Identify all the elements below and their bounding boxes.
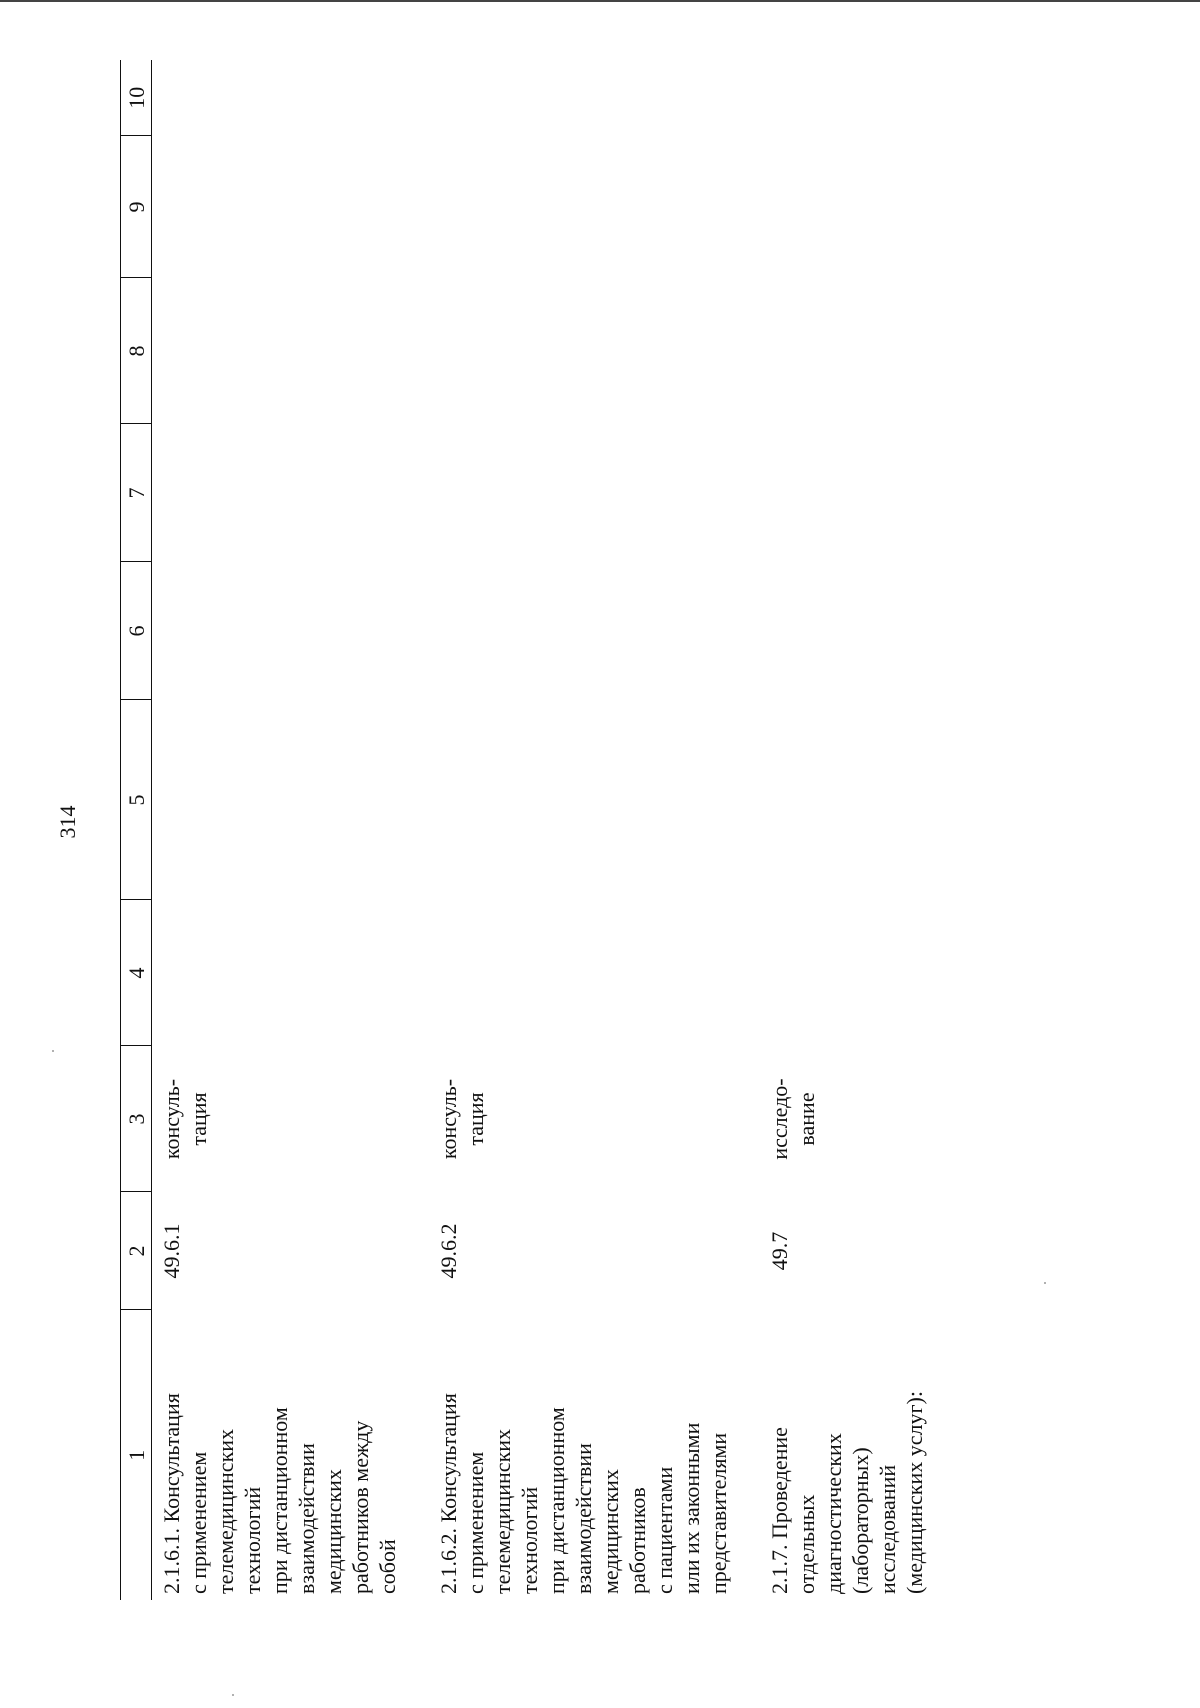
name-line: (лабораторных) <box>848 1447 873 1594</box>
name-line: 2.1.7. Проведение <box>767 1427 792 1594</box>
name-line: взаимодействии <box>571 1443 596 1594</box>
empty-cell <box>760 700 956 900</box>
name-line: технологий <box>240 1486 265 1594</box>
name-line: с применением <box>186 1451 211 1594</box>
empty-cell <box>760 900 956 1046</box>
column-header: 8 <box>121 278 152 424</box>
empty-cell <box>429 562 760 700</box>
scan-speck <box>232 1694 234 1696</box>
empty-cell <box>429 60 760 136</box>
row-unit-cell <box>429 1046 760 1192</box>
unit-line: тация <box>186 1092 211 1146</box>
row-name-cell <box>429 1310 760 1600</box>
unit-line: вание <box>794 1092 819 1146</box>
empty-cell <box>760 136 956 278</box>
name-line: медицинских <box>321 1469 346 1594</box>
column-header: 9 <box>121 136 152 278</box>
column-header: 4 <box>121 900 152 1046</box>
rotated-table-container <box>120 60 927 1600</box>
empty-cell <box>429 700 760 900</box>
table-header-row <box>121 60 152 1600</box>
unit-line: тация <box>463 1092 488 1146</box>
empty-cell <box>429 278 760 424</box>
name-line: диагностических <box>821 1433 846 1594</box>
empty-cell <box>760 278 956 424</box>
empty-cell <box>152 424 430 562</box>
name-line: 2.1.6.2. Консультация <box>436 1393 461 1594</box>
name-line: 2.1.6.1. Консультация <box>159 1393 184 1594</box>
empty-cell <box>152 700 430 900</box>
name-line: работников между <box>348 1420 373 1594</box>
scan-speck <box>52 1050 54 1052</box>
empty-cell <box>152 278 430 424</box>
table-row <box>152 60 430 1600</box>
name-line: медицинских <box>598 1469 623 1594</box>
column-header: 1 <box>121 1310 152 1600</box>
name-line: работников <box>625 1487 650 1594</box>
empty-cell <box>760 60 956 136</box>
empty-cell <box>760 424 956 562</box>
empty-cell <box>152 900 430 1046</box>
column-header: 10 <box>121 60 152 136</box>
column-header: 3 <box>121 1046 152 1192</box>
empty-cell <box>429 900 760 1046</box>
name-line: отдельных <box>794 1494 819 1594</box>
unit-line: консуль- <box>159 1078 184 1160</box>
name-line: телемедицинских <box>213 1428 238 1594</box>
name-line: при дистанционном <box>544 1407 569 1594</box>
row-code-cell: 49.6.2 <box>436 1223 461 1279</box>
name-line: собой <box>375 1539 400 1594</box>
empty-cell <box>429 424 760 562</box>
row-name-cell <box>760 1310 956 1600</box>
name-line: с применением <box>463 1451 488 1594</box>
empty-cell <box>429 136 760 278</box>
column-header: 7 <box>121 424 152 562</box>
scan-speck <box>1044 1282 1046 1284</box>
column-header: 5 <box>121 700 152 900</box>
empty-cell <box>152 562 430 700</box>
table-row <box>429 60 760 1600</box>
row-unit-cell <box>760 1046 956 1192</box>
name-line: телемедицинских <box>490 1428 515 1594</box>
empty-cell <box>760 562 956 700</box>
name-line: (медицинских услуг): <box>902 1391 927 1594</box>
data-table <box>120 60 956 1600</box>
name-line: исследований <box>875 1464 900 1594</box>
table-row <box>760 60 956 1600</box>
name-line: с пациентами <box>652 1466 677 1594</box>
name-line: взаимодействии <box>294 1443 319 1594</box>
name-line: или их законными <box>679 1422 704 1594</box>
empty-cell <box>152 60 430 136</box>
page-number: 314 <box>55 805 80 839</box>
column-header: 2 <box>121 1192 152 1310</box>
unit-line: консуль- <box>436 1078 461 1160</box>
row-name-cell <box>152 1310 430 1600</box>
row-code-cell: 49.7 <box>767 1231 792 1271</box>
name-line: представителями <box>706 1432 731 1594</box>
name-line: технологий <box>517 1486 542 1594</box>
column-header: 6 <box>121 562 152 700</box>
scan-edge-line <box>0 0 1200 2</box>
empty-cell <box>152 136 430 278</box>
row-unit-cell <box>152 1046 430 1192</box>
row-code-cell: 49.6.1 <box>159 1223 184 1279</box>
unit-line: исследо- <box>767 1078 792 1160</box>
name-line: при дистанционном <box>267 1407 292 1594</box>
